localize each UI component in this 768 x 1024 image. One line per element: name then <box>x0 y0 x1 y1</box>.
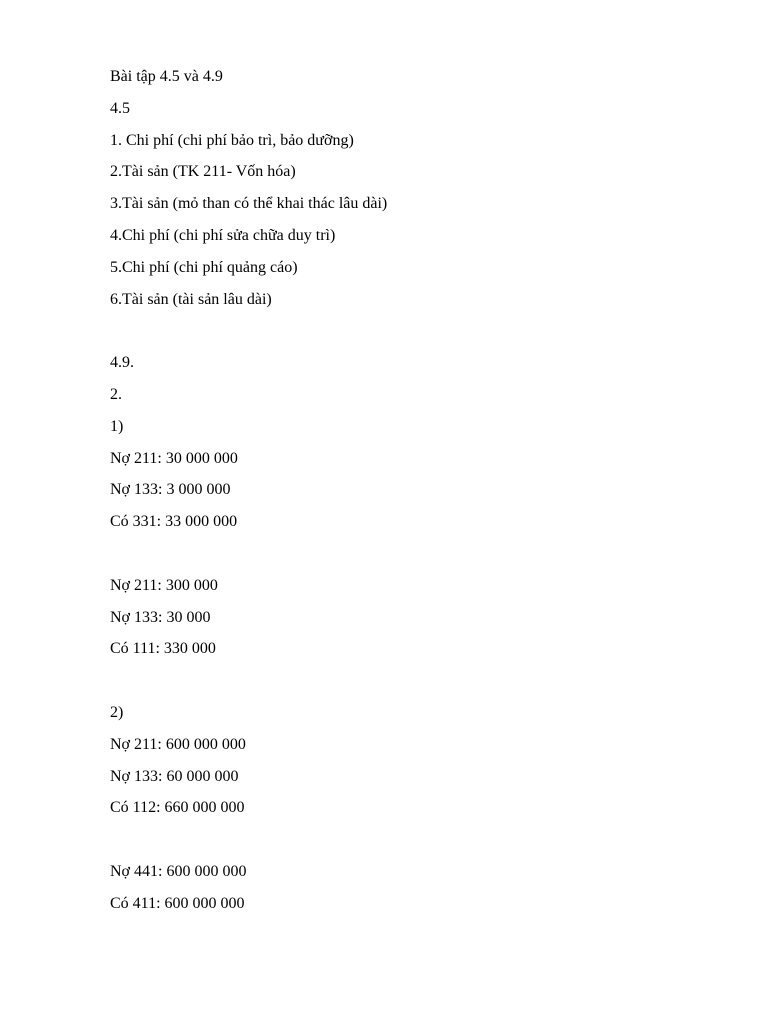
list-item: 2.Tài sản (TK 211- Vốn hóa) <box>110 163 296 181</box>
part-1-label: 1) <box>110 417 124 435</box>
list-item: 5.Chi phí (chi phí quảng cáo) <box>110 258 298 276</box>
document-title: Bài tập 4.5 và 4.9 <box>110 68 223 85</box>
list-item: 3.Tài sản (mỏ than có thể khai thác lâu dài) <box>110 195 388 213</box>
blank-line <box>110 543 710 575</box>
journal-entry-line: Có 111: 330 000 <box>110 640 216 658</box>
list-item: 6.Tài sản (tài sản lâu dài) <box>110 290 272 308</box>
journal-entry-line: Nợ 211: 600 000 000 <box>110 735 246 753</box>
part-2-label: 2) <box>110 703 124 721</box>
list-item: 4.Chi phí (chi phí sửa chữa duy trì) <box>110 226 336 244</box>
journal-entry-line: Nợ 133: 3 000 000 <box>110 481 231 499</box>
journal-entry-line: Nợ 133: 30 000 <box>110 608 211 626</box>
blank-line <box>110 670 710 702</box>
section-4-9-heading: 4.9. <box>110 354 134 372</box>
blank-line <box>110 829 710 861</box>
journal-entry-line: Có 331: 33 000 000 <box>110 513 238 531</box>
journal-entry-line: Có 411: 600 000 000 <box>110 894 245 912</box>
document-body <box>110 66 710 925</box>
journal-entry-line: Nợ 211: 300 000 <box>110 576 218 594</box>
blank-line <box>110 320 710 352</box>
journal-entry-line: Có 112: 660 000 000 <box>110 799 245 817</box>
section-4-5-heading: 4.5 <box>110 99 130 117</box>
list-item: 1. Chi phí (chi phí bảo trì, bảo dưỡng) <box>110 131 354 149</box>
journal-entry-line: Nợ 211: 30 000 000 <box>110 449 238 467</box>
journal-entry-line: Nợ 441: 600 000 000 <box>110 862 247 880</box>
subsection-heading: 2. <box>110 385 122 403</box>
journal-entry-line: Nợ 133: 60 000 000 <box>110 767 239 785</box>
